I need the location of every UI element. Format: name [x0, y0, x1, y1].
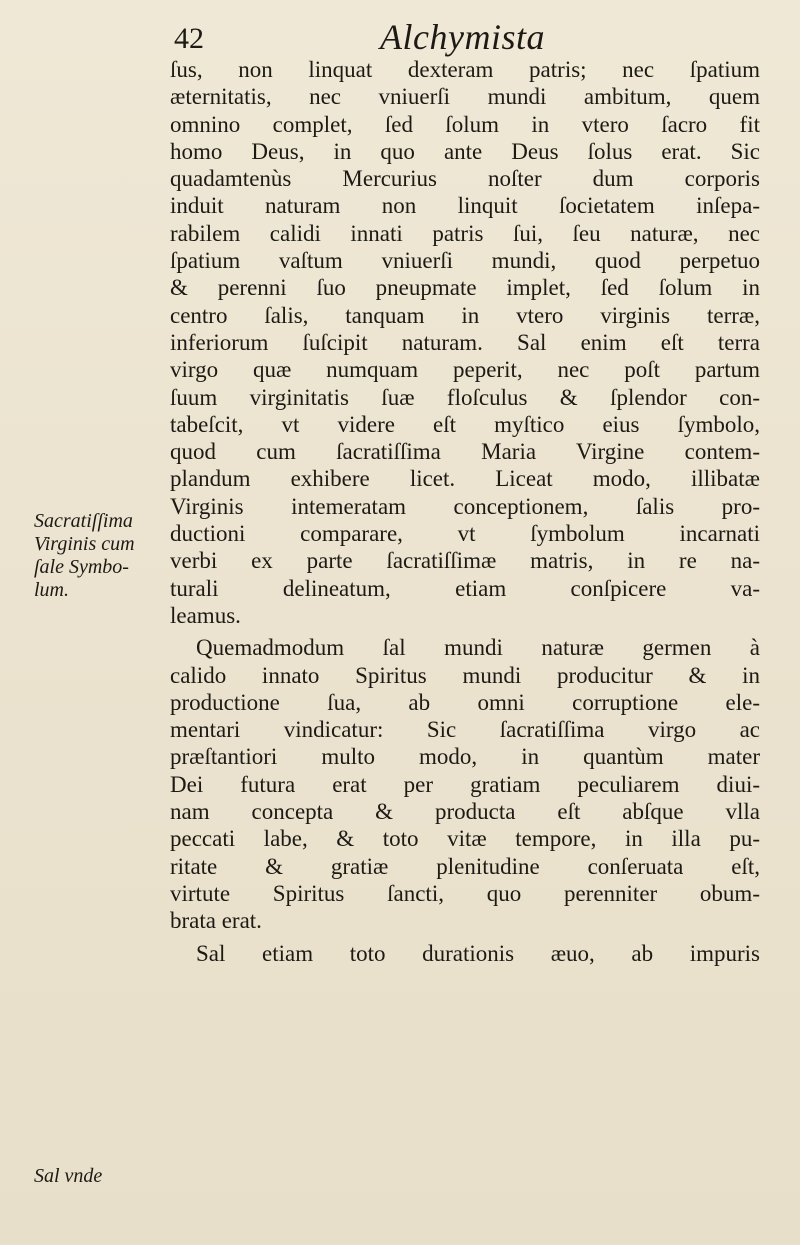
paragraph-2 [170, 634, 760, 934]
text-line: productione ſua, ab omni corruptione ele- [170, 689, 760, 715]
text-line: plandum exhibere licet. Liceat modo, illibatæ [170, 466, 760, 492]
text-line: peccati labe, & toto vitæ tempore, in illa pu- [170, 826, 760, 852]
text-line: inferiorum ſuſcipit naturam. Sal enim eſt terra [170, 329, 760, 355]
text-line: brata erat. [170, 908, 262, 934]
text-line: Dei futura erat per gratiam peculiarem diui- [170, 771, 760, 797]
text-line: calido innato Spiritus mundi producitur & in [170, 662, 760, 688]
paragraph-3 [170, 940, 760, 967]
running-title: Alchymista [380, 17, 545, 57]
text-line: præſtantiori multo modo, in quantùm mater [170, 744, 760, 770]
text-line: quadamtenùs Mercurius noſter dum corporis [170, 166, 760, 192]
marginal-note-line: lum. [34, 579, 69, 601]
marginal-note-line: Sal vnde [34, 1165, 103, 1187]
text-line: centro ſalis, tanquam in vtero virginis terræ, [170, 302, 760, 328]
text-line: leamus. [170, 602, 241, 628]
marginal-note-symbolum [34, 510, 162, 602]
text-line: Virginis intemeratam conceptionem, ſalis pro- [170, 493, 760, 519]
text-line: turali delineatum, etiam conſpicere va- [170, 575, 760, 601]
text-line: æternitatis, nec vniuerſi mundi ambitum, quem [170, 84, 760, 110]
text-line: tabeſcit, vt videre eſt myſtico eius ſymbolo, [170, 411, 760, 437]
text-line: ſus, non linquat dexteram patris; nec ſpatium [170, 57, 760, 82]
text-line: ductioni comparare, vt ſymbolum incarnati [170, 521, 760, 547]
main-text [170, 56, 760, 967]
text-line: omnino complet, ſed ſolum in vtero ſacro fit [170, 111, 760, 137]
page-number: 42 [174, 22, 204, 55]
text-line: ſpatium vaſtum vniuerſi mundi, quod perpetuo [170, 248, 760, 274]
text-line: Sal etiam toto durationis æuo, ab impuris [196, 940, 760, 966]
text-line: rabilem calidi innati patris ſui, ſeu naturæ, nec [170, 220, 760, 246]
marginal-note-line: ſale Symbo- [34, 556, 129, 578]
text-line: & perenni ſuo pneupmate implet, ſed ſolum in [170, 275, 760, 301]
text-line: ſuum virginitatis ſuæ floſculus & ſplendor con- [170, 384, 760, 410]
marginal-note-line: Virginis cum [34, 533, 135, 555]
text-line: induit naturam non linquit ſocietatem inſepa- [170, 193, 760, 219]
text-line: verbi ex parte ſacratiſſimæ matris, in re na- [170, 548, 760, 574]
text-line: Quemadmodum ſal mundi naturæ germen à [196, 635, 760, 661]
text-line: virgo quæ numquam peperit, nec poſt partum [170, 357, 760, 383]
marginal-note-sal-vnde [34, 1165, 162, 1188]
text-line: virtute Spiritus ſancti, quo perenniter obum- [170, 880, 760, 906]
text-line: mentari vindicatur: Sic ſacratiſſima virgo ac [170, 717, 760, 743]
marginal-note-line: Sacratiſſima [34, 510, 133, 532]
paragraph-1 [170, 56, 760, 629]
text-line: ritate & gratiæ plenitudine conſeruata eſt, [170, 853, 760, 879]
text-line: nam concepta & producta eſt abſque vlla [170, 799, 760, 825]
text-line: quod cum ſacratiſſima Maria Virgine contem- [170, 439, 760, 465]
text-line: homo Deus, in quo ante Deus ſolus erat. Sic [170, 138, 760, 164]
